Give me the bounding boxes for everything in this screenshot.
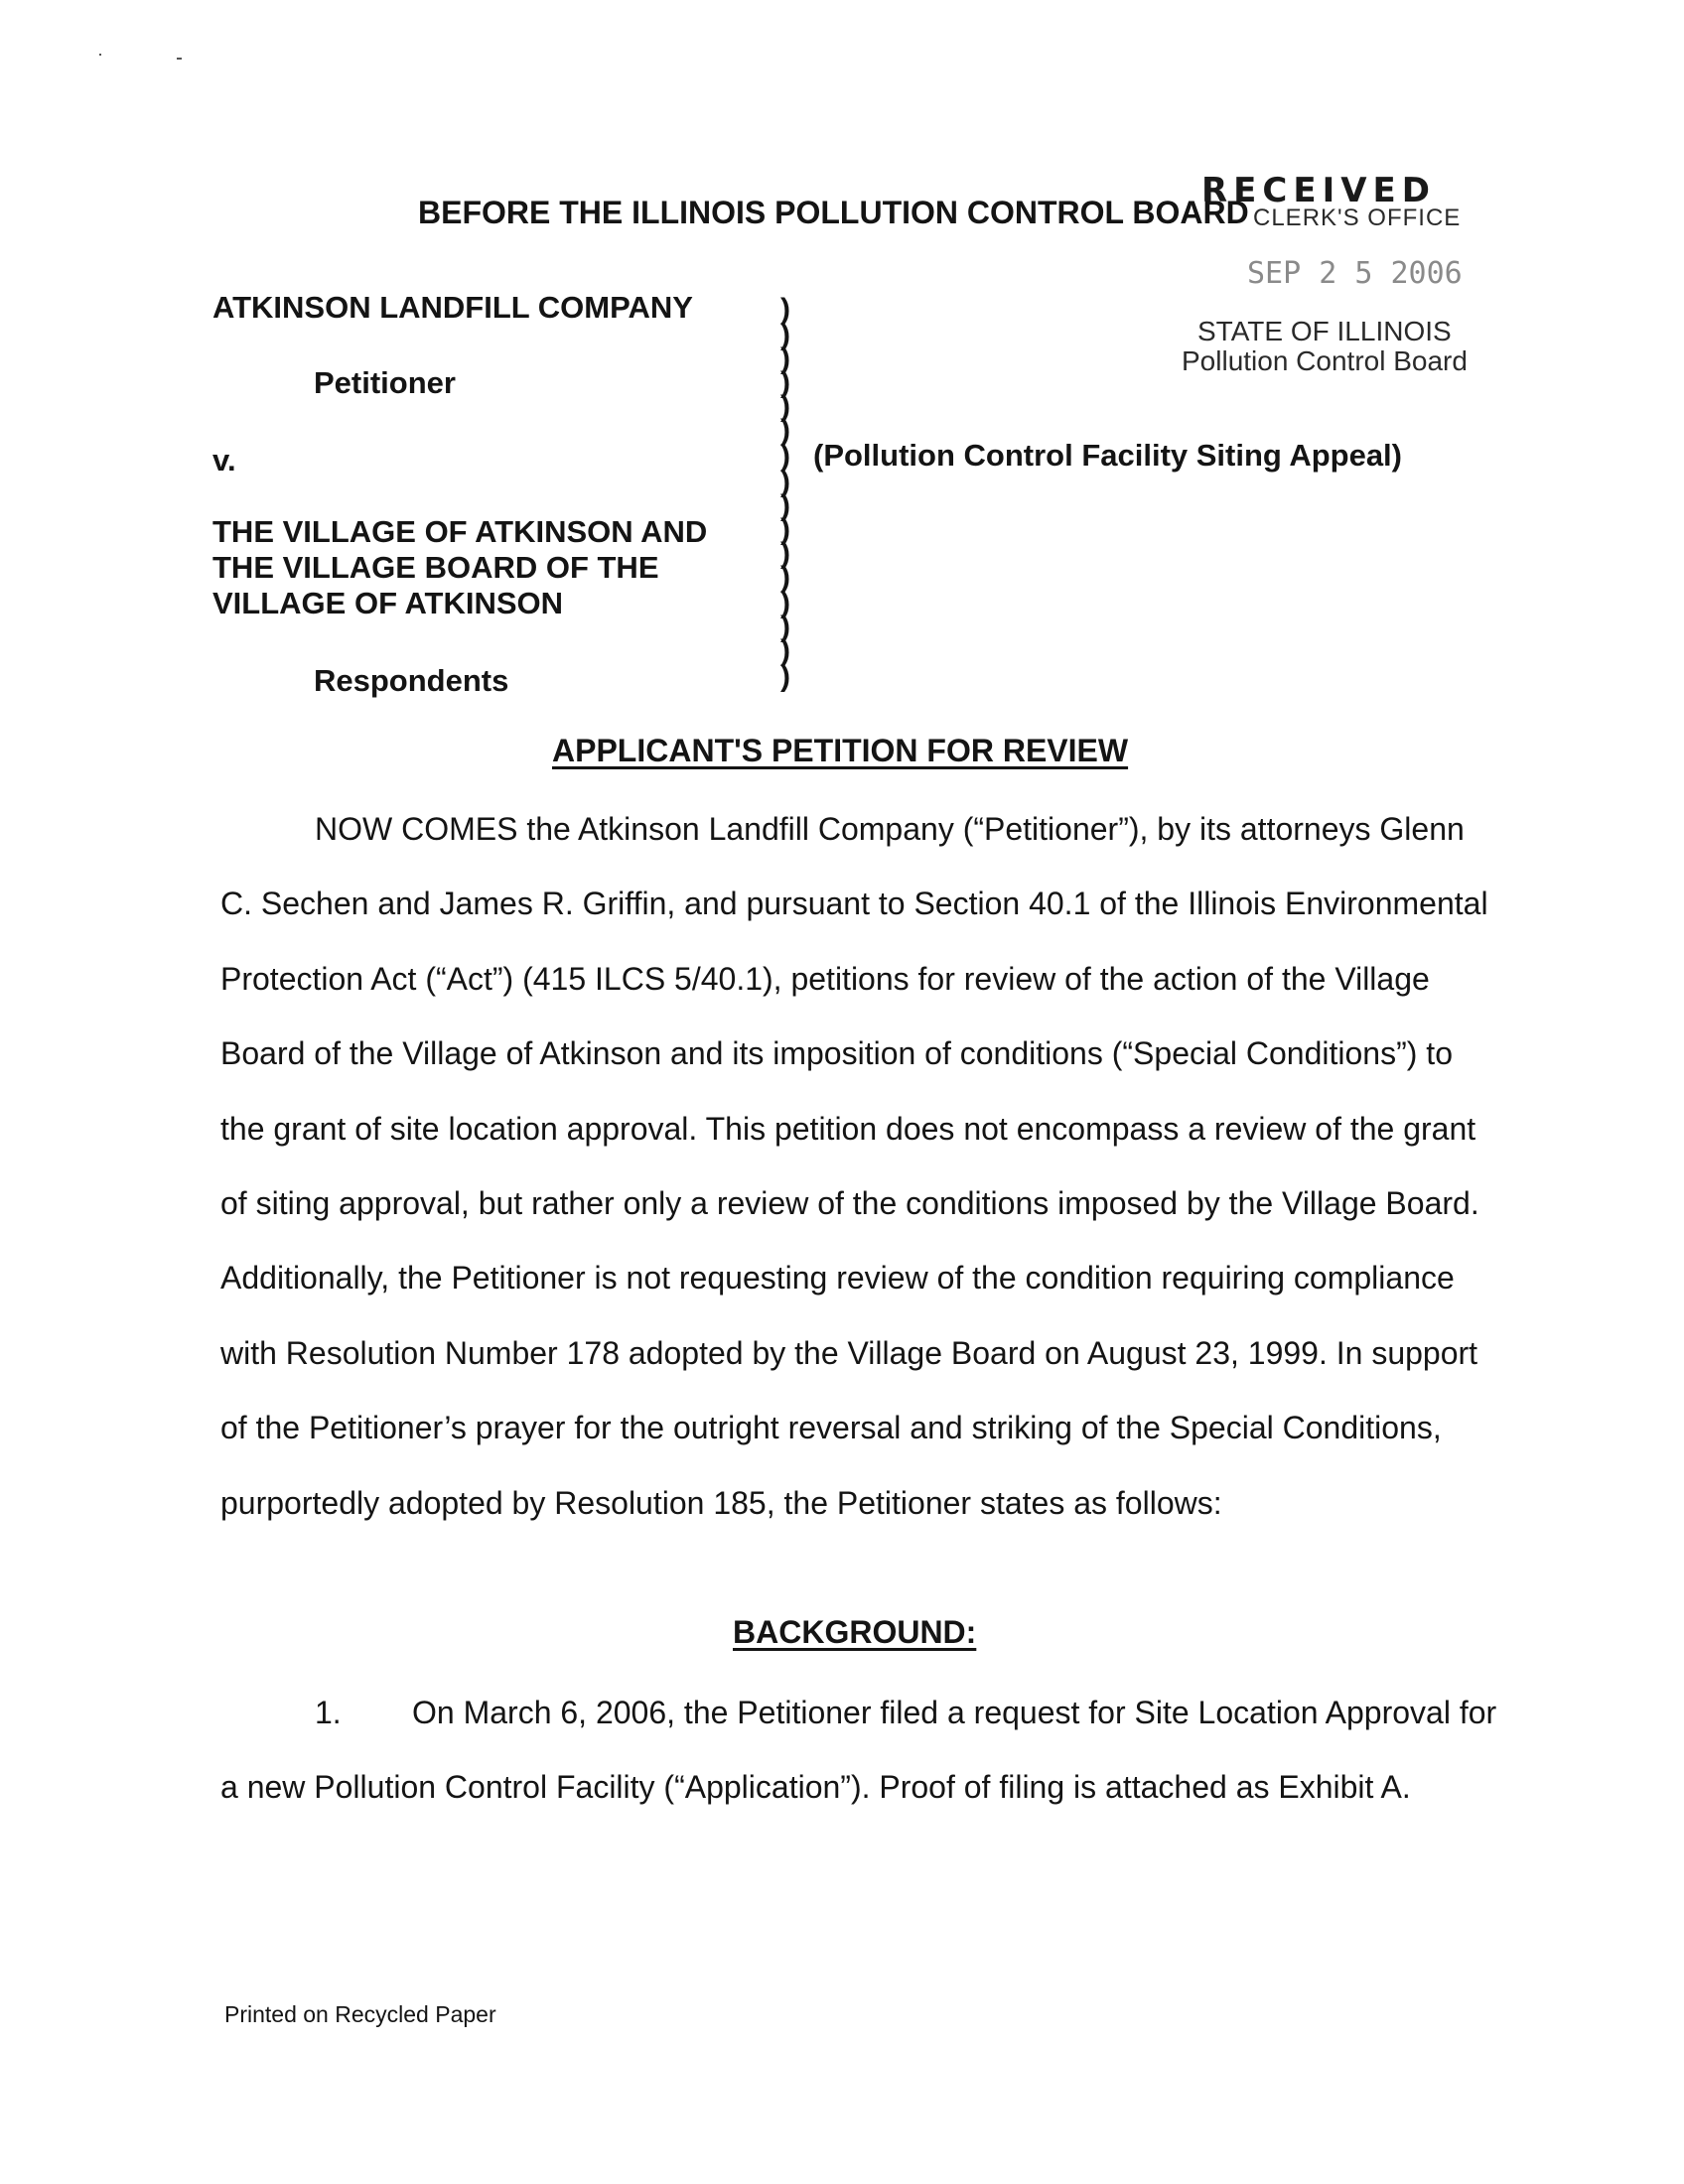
received-stamp-office: CLERK'S OFFICE bbox=[1253, 205, 1462, 231]
caption-parenthesis: ) bbox=[780, 293, 790, 326]
scan-speck bbox=[99, 54, 101, 56]
court-heading: BEFORE THE ILLINOIS POLLUTION CONTROL BOARD bbox=[418, 195, 1249, 230]
caption-parenthesis: ) bbox=[780, 466, 790, 498]
respondent-line-3: VILLAGE OF ATKINSON bbox=[212, 586, 564, 620]
intro-paragraph bbox=[220, 792, 1501, 1541]
caption-parenthesis: ) bbox=[780, 319, 790, 351]
received-stamp-title: RECEIVED bbox=[1201, 171, 1436, 210]
caption-parenthesis: ) bbox=[780, 537, 790, 570]
caption-parenthesis: ) bbox=[780, 611, 790, 643]
received-stamp-board: Pollution Control Board bbox=[1182, 345, 1468, 376]
respondent-role: Respondents bbox=[314, 663, 509, 698]
caption-parenthesis: ) bbox=[780, 660, 790, 693]
numbered-paragraph-1 bbox=[220, 1676, 1501, 1826]
caption-parenthesis: ) bbox=[780, 587, 790, 619]
section-heading-background: BACKGROUND: bbox=[733, 1614, 977, 1650]
respondent-line-2: THE VILLAGE BOARD OF THE bbox=[212, 550, 659, 585]
footer-note: Printed on Recycled Paper bbox=[224, 2001, 496, 2027]
intro-text: NOW COMES the Atkinson Landfill Company (“Petitioner”), by its attorneys Glenn C. Sechen and James R. Griffin, and pursuant to Section 40.1 of the Illinois Environmental Protection Act (“Act”) (415 ILCS 5/40.1), petitions for review of the action of the Village Board of the Village of Atkinson and its imposition of conditions (“Special Conditions”) to the grant of site location approval. This petition does not encompass a review of the grant of siting approval, but rather only a review of the conditions imposed by the Village Board. Additionally, the Petitioner is not requesting review of the condition requiring compliance with Resolution Number 178 adopted by the Village Board on August 23, 1999. In support of the Petitioner’s prayer for the outright reversal and striking of the Special Conditions, purportedly adopted by Resolution 185, the Petitioner states as follows: bbox=[220, 811, 1488, 1521]
received-stamp-state: STATE OF ILLINOIS bbox=[1197, 316, 1452, 346]
caption-parenthesis: ) bbox=[780, 390, 790, 423]
respondent-line-1: THE VILLAGE OF ATKINSON AND bbox=[212, 514, 708, 549]
item-text: On March 6, 2006, the Petitioner filed a request for Site Location Approval for a new Pollution Control Facility (“Application”). Proof of filing is attached as Exhibit A. bbox=[220, 1695, 1497, 1806]
caption-parenthesis: ) bbox=[780, 634, 790, 667]
caption-parenthesis: ) bbox=[780, 561, 790, 594]
received-stamp-date: SEP 2 5 2006 bbox=[1247, 256, 1463, 291]
petitioner-role: Petitioner bbox=[314, 365, 456, 400]
item-number: 1. bbox=[315, 1695, 342, 1730]
caption-parenthesis: ) bbox=[780, 489, 790, 522]
scan-speck bbox=[177, 58, 182, 60]
caption-parenthesis: ) bbox=[780, 440, 790, 473]
document-title: APPLICANT'S PETITION FOR REVIEW bbox=[552, 733, 1129, 768]
case-type: (Pollution Control Facility Siting Appeal) bbox=[813, 438, 1402, 473]
caption-parenthesis: ) bbox=[780, 414, 790, 447]
caption-parenthesis: ) bbox=[780, 513, 790, 546]
caption-parenthesis: ) bbox=[780, 342, 790, 375]
petitioner-name: ATKINSON LANDFILL COMPANY bbox=[212, 290, 693, 325]
caption-parenthesis: ) bbox=[780, 366, 790, 399]
versus-label: v. bbox=[212, 443, 236, 478]
